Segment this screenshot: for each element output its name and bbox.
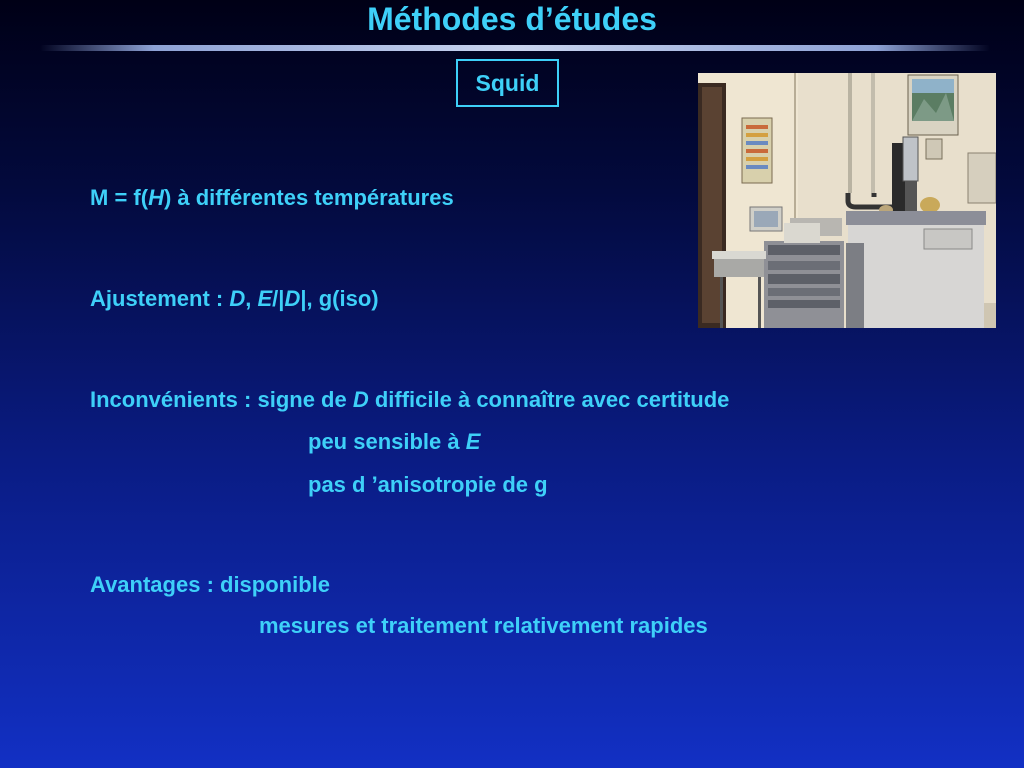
inconvenients-pre: Inconvénients : signe de: [90, 387, 353, 412]
inconvenients-item-2: [308, 429, 480, 455]
ajustement-sep: ,: [245, 286, 258, 311]
section-label: Squid: [475, 69, 540, 96]
bullet-magnetization-post: ) à différentes températures: [163, 185, 454, 210]
title-divider: [40, 45, 990, 51]
inconvenients-item-3: pas d ’anisotropie de g: [308, 472, 548, 497]
bullet-magnetization-pre: M = f(: [90, 185, 149, 210]
bullet-avantages: Avantages : disponible: [90, 572, 331, 597]
bullet-magnetization-var: H: [148, 185, 164, 210]
ajustement-slash: /|: [272, 286, 285, 311]
ajustement-post: |, g(iso): [300, 286, 379, 311]
inconvenients-var: D: [352, 387, 369, 412]
section-label-box: [456, 59, 559, 107]
bullet-inconvenients: [90, 387, 729, 413]
squid-lab-photo: [698, 73, 996, 328]
slide-title: Méthodes d’études: [367, 1, 657, 37]
inconvenients-post: difficile à connaître avec certitude: [368, 387, 730, 412]
ajustement-e: E: [257, 286, 273, 311]
squid-lab-illustration: [698, 73, 996, 328]
ajustement-pre: Ajustement :: [90, 286, 230, 311]
ajustement-d: D: [229, 286, 246, 311]
ajustement-d2: D: [284, 286, 301, 311]
bullet-magnetization: [90, 185, 454, 211]
inconvenients-item-2-pre: peu sensible à: [308, 429, 466, 454]
bullet-ajustement: [90, 286, 379, 312]
avantages-item-2: mesures et traitement relativement rapides: [259, 613, 708, 638]
inconvenients-item-2-var: E: [465, 429, 481, 454]
